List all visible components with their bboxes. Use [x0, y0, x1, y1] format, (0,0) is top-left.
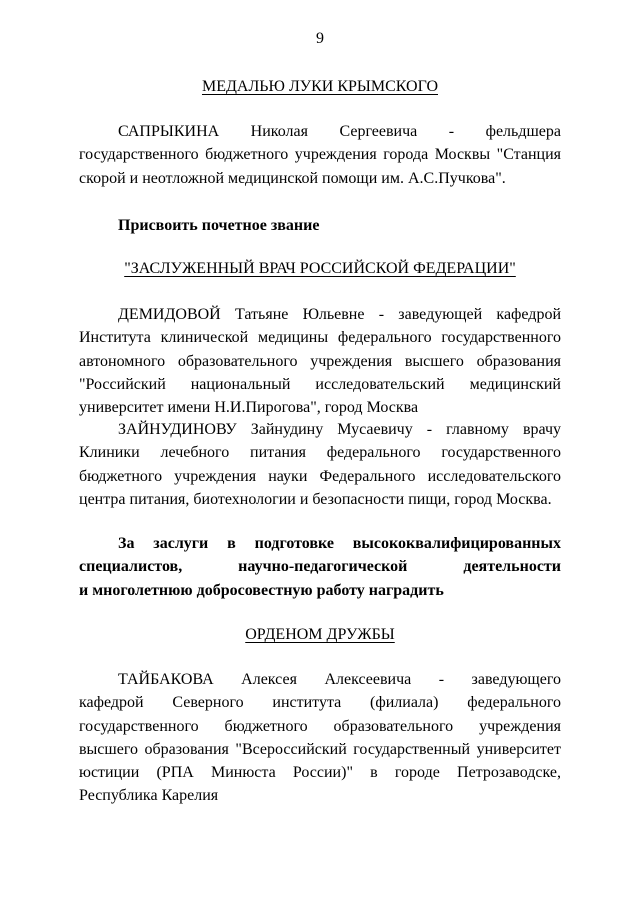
order-intro-line: и многолетнюю добросовестную работу наградить: [79, 581, 444, 599]
recipient-line: центра питания, биотехнологии и безопасности пищи, город Москва.: [79, 490, 552, 508]
recipient-line: государственного бюджетного учреждения города Москвы "Станция: [79, 146, 561, 164]
recipient-line: ТАЙБАКОВА Алексея Алексеевича - заведующего: [118, 671, 561, 688]
order-intro-paragraph: [79, 532, 561, 602]
recipient-line: ЗАЙНУДИНОВУ Зайнудину Мусаевичу - главному врачу: [118, 421, 561, 438]
recipient-line: автономного образовательного учреждения высшего образования: [79, 352, 561, 370]
award-heading-medal: [0, 75, 640, 98]
recipient-line: бюджетного учреждения науки Федерального исследовательского: [79, 467, 561, 485]
recipient-paragraph: [79, 120, 561, 190]
recipient-paragraph: [79, 418, 561, 511]
recipient-line: юстиции (РПА Минюста России)" в городе Петрозаводске,: [79, 764, 561, 782]
recipient-paragraph: [79, 668, 561, 808]
recipient-paragraph: [79, 303, 561, 419]
honorary-title-heading: [0, 257, 640, 280]
honorary-title-heading-text: "ЗАСЛУЖЕННЫЙ ВРАЧ РОССИЙСКОЙ ФЕДЕРАЦИИ": [124, 260, 516, 277]
award-heading-order: [0, 623, 640, 646]
page-number: 9: [316, 30, 324, 47]
recipient-line: государственного бюджетного образовательного учреждения: [79, 717, 561, 735]
recipient-line: университет имени Н.И.Пирогова", город Москва: [79, 399, 419, 417]
recipient-line: скорой и неотложной медицинской помощи им. А.С.Пучкова".: [79, 169, 506, 187]
recipient-line: "Российский национальный исследовательский медицинский: [79, 375, 561, 393]
recipient-line: Республика Карелия: [79, 787, 219, 805]
recipient-line: кафедрой Северного института (филиала) федерального: [79, 694, 561, 712]
honorary-title-intro-text: Присвоить почетное звание: [118, 217, 320, 234]
recipient-line: САПРЫКИНА Николая Сергеевича - фельдшера: [118, 123, 561, 140]
award-heading-order-text: ОРДЕНОМ ДРУЖБЫ: [245, 626, 395, 643]
recipient-line: ДЕМИДОВОЙ Татьяне Юльевне - заведующей кафедрой: [118, 306, 561, 323]
order-intro-line: За заслуги в подготовке высококвалифицированных: [118, 535, 561, 552]
award-heading-medal-text: МЕДАЛЬЮ ЛУКИ КРЫМСКОГО: [201, 78, 438, 95]
recipient-line: Института клинической медицины федерального государственного: [79, 329, 561, 347]
recipient-line: Клиники лечебного питания федерального государственного: [79, 444, 561, 462]
recipient-line: высшего образования "Всероссийский государственный университет: [79, 740, 561, 758]
order-intro-line: специалистов, научно-педагогической деятельности: [79, 558, 561, 576]
honorary-title-intro: [79, 214, 561, 237]
